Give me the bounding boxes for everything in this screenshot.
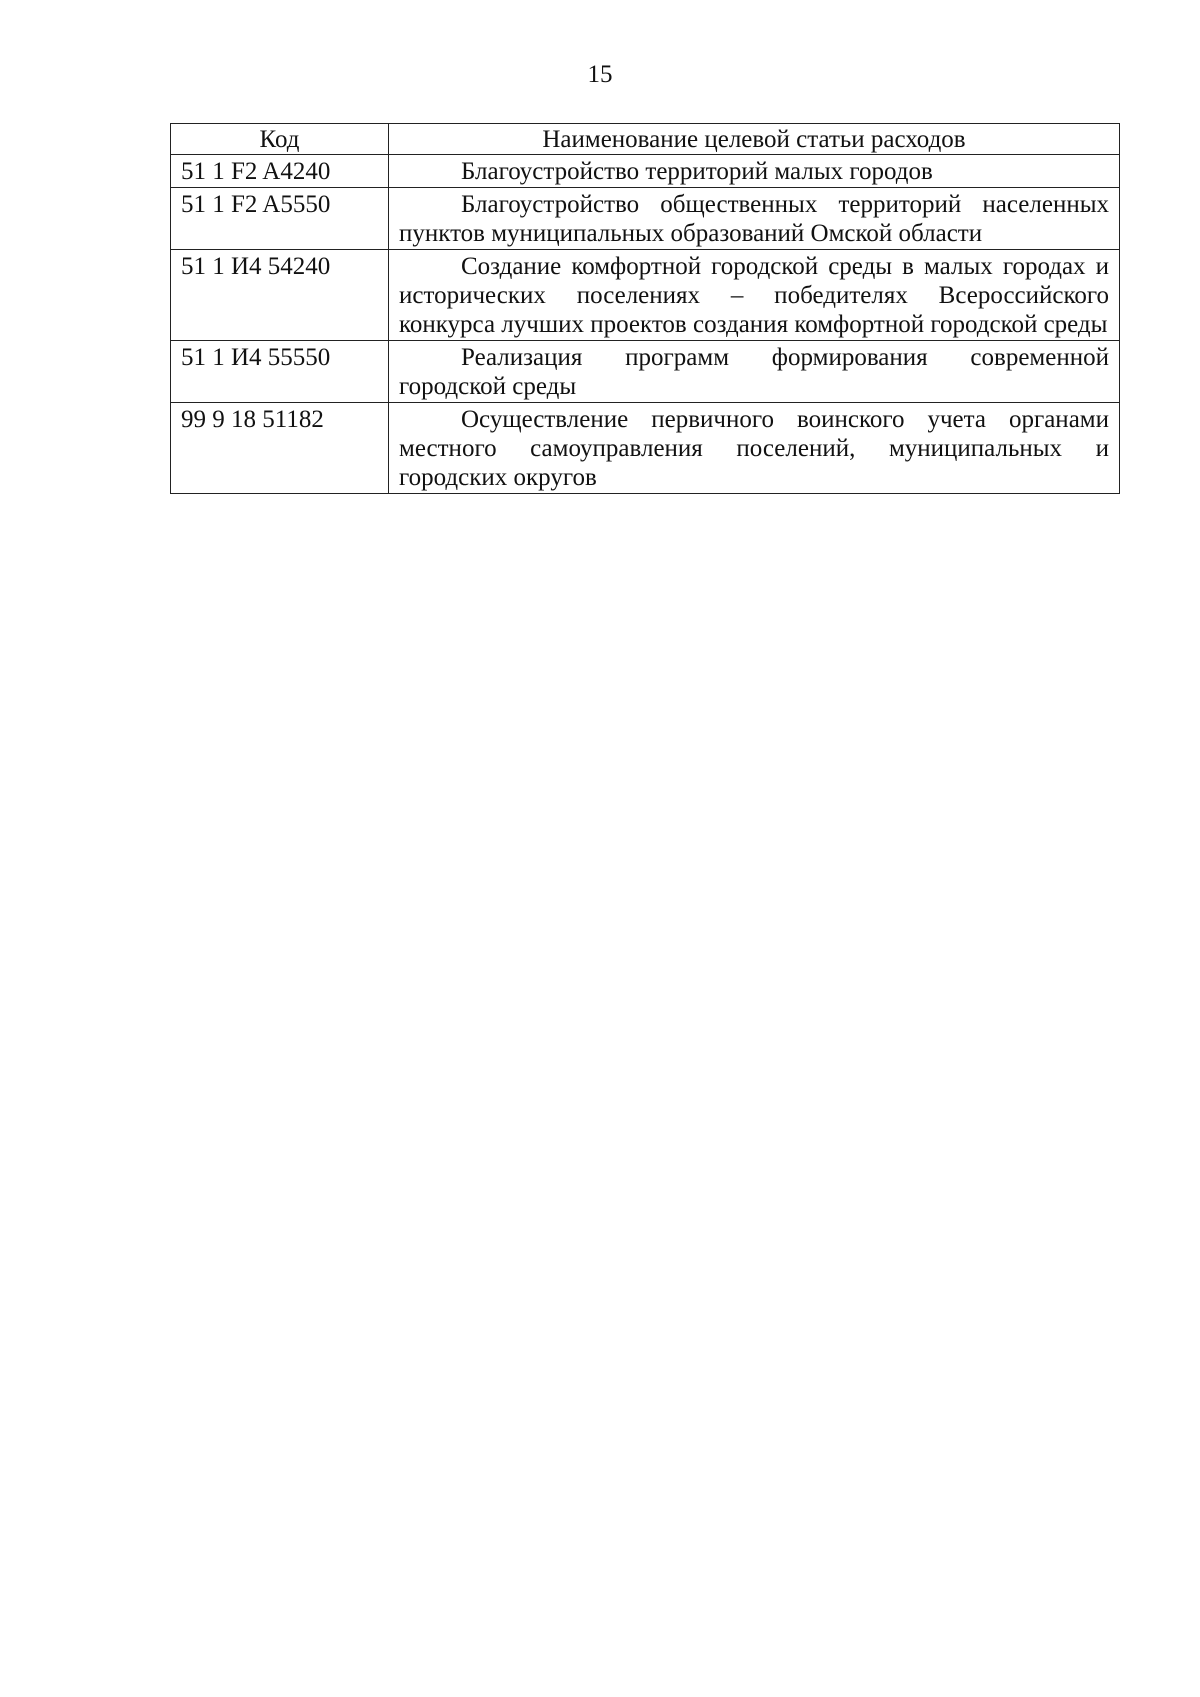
table-row: [171, 188, 1120, 250]
table-row: [171, 155, 1120, 188]
header-name: Наименование целевой статьи расходов: [389, 124, 1120, 155]
row-code: 99 9 18 51182: [171, 403, 389, 494]
row-name: Реализация программ формирования современной городской среды: [389, 341, 1120, 403]
table-row: [171, 250, 1120, 341]
row-code: 51 1 F2 A5550: [171, 188, 389, 250]
row-name: Благоустройство территорий малых городов: [389, 155, 1120, 188]
header-code: Код: [171, 124, 389, 155]
page-number: 15: [587, 61, 613, 88]
row-name: Благоустройство общественных территорий населенных пунктов муниципальных образований Омской области: [389, 188, 1120, 250]
table-header-row: [171, 124, 1120, 155]
row-name: Осуществление первичного воинского учета органами местного самоуправления поселений, муниципальных и городских округов: [389, 403, 1120, 494]
budget-code-table: [170, 123, 1120, 494]
row-code: 51 1 F2 A4240: [171, 155, 389, 188]
table-row: [171, 403, 1120, 494]
row-code: 51 1 И4 54240: [171, 250, 389, 341]
row-code: 51 1 И4 55550: [171, 341, 389, 403]
table-row: [171, 341, 1120, 403]
row-name: Создание комфортной городской среды в малых городах и исторических поселениях – победителях Всероссийского конкурса лучших проектов создания комфортной городской среды: [389, 250, 1120, 341]
